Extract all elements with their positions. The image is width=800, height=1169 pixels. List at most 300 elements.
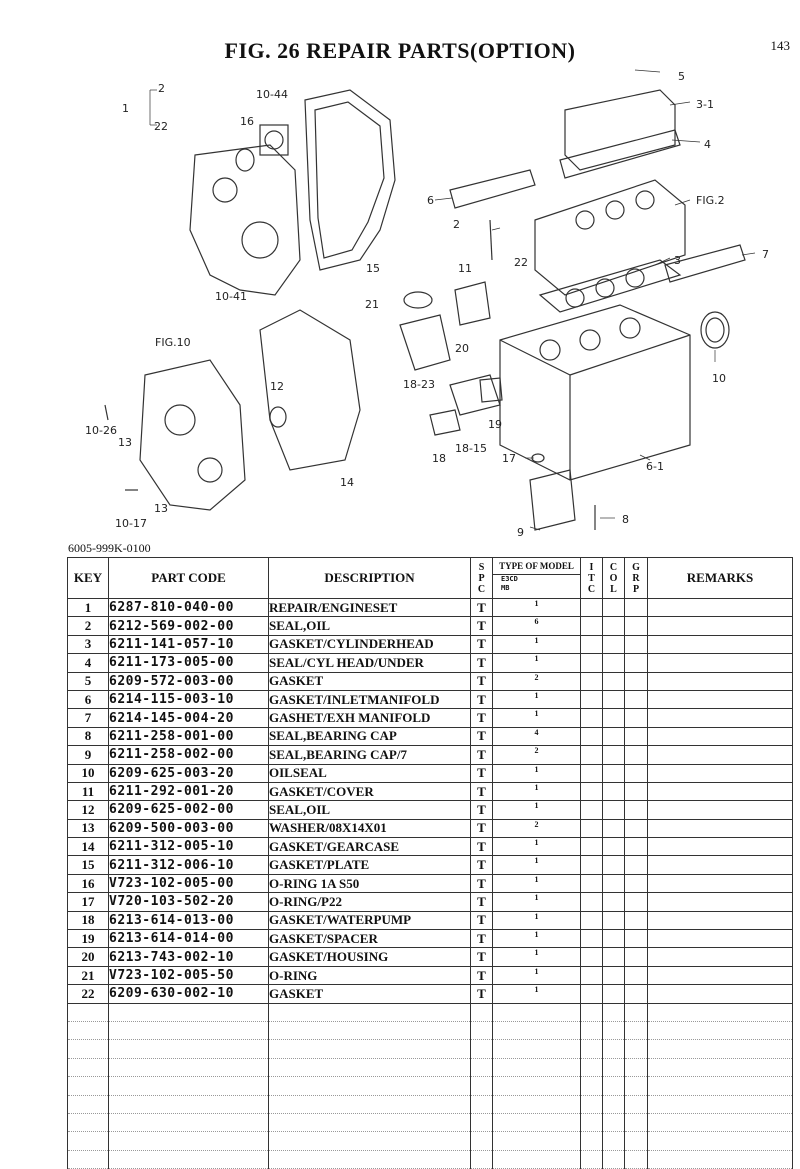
empty-cell <box>471 1095 493 1113</box>
row-key: 10 <box>68 764 109 782</box>
svg-text:2: 2 <box>158 82 165 95</box>
empty-cell <box>648 1095 793 1113</box>
row-quantity: 2 <box>493 672 581 690</box>
row-col <box>603 948 625 966</box>
empty-cell <box>68 1095 109 1113</box>
empty-cell <box>109 1021 269 1039</box>
row-remarks <box>648 654 793 672</box>
empty-cell <box>68 1021 109 1039</box>
svg-text:12: 12 <box>270 380 284 393</box>
row-itc <box>581 617 603 635</box>
svg-text:10-41: 10-41 <box>215 290 247 303</box>
row-key: 17 <box>68 893 109 911</box>
row-quantity: 1 <box>493 690 581 708</box>
empty-cell <box>648 1058 793 1076</box>
row-quantity: 1 <box>493 856 581 874</box>
header-grp: G R P <box>625 558 648 599</box>
svg-text:13: 13 <box>154 502 168 515</box>
row-grp <box>625 930 648 948</box>
row-description: SEAL,OIL <box>269 617 471 635</box>
row-itc <box>581 709 603 727</box>
row-description: GASKET/INLETMANIFOLD <box>269 690 471 708</box>
row-remarks <box>648 838 793 856</box>
row-description: GASHET/EXH MANIFOLD <box>269 709 471 727</box>
empty-cell <box>648 1040 793 1058</box>
row-description: OILSEAL <box>269 764 471 782</box>
empty-cell <box>581 1040 603 1058</box>
empty-cell <box>581 1003 603 1021</box>
empty-cell <box>648 1077 793 1095</box>
row-quantity: 2 <box>493 819 581 837</box>
empty-cell <box>493 1095 581 1113</box>
table-row <box>68 654 793 672</box>
exploded-parts-diagram <box>60 60 790 540</box>
table-row <box>68 617 793 635</box>
empty-cell <box>625 1150 648 1168</box>
row-spc: T <box>471 948 493 966</box>
empty-cell <box>625 1040 648 1058</box>
empty-table-row <box>68 1040 793 1058</box>
table-row <box>68 838 793 856</box>
empty-cell <box>625 1021 648 1039</box>
row-grp <box>625 690 648 708</box>
row-grp <box>625 838 648 856</box>
row-part-code: 6209-500-003-00 <box>109 819 269 837</box>
row-itc <box>581 727 603 745</box>
row-itc <box>581 599 603 617</box>
row-description: SEAL,BEARING CAP <box>269 727 471 745</box>
empty-cell <box>493 1058 581 1076</box>
row-key: 19 <box>68 930 109 948</box>
row-col <box>603 801 625 819</box>
row-key: 21 <box>68 966 109 984</box>
table-row <box>68 874 793 892</box>
row-quantity: 4 <box>493 727 581 745</box>
row-grp <box>625 727 648 745</box>
row-key: 6 <box>68 690 109 708</box>
row-key: 9 <box>68 746 109 764</box>
header-spc: S P C <box>471 558 493 599</box>
svg-text:1: 1 <box>122 102 129 115</box>
row-key: 16 <box>68 874 109 892</box>
diagram-reference-code: 6005-999K-0100 <box>68 541 151 555</box>
empty-cell <box>493 1077 581 1095</box>
svg-text:18-23: 18-23 <box>403 378 435 391</box>
row-key: 5 <box>68 672 109 690</box>
row-description: GASKET/CYLINDERHEAD <box>269 635 471 653</box>
row-itc <box>581 893 603 911</box>
row-quantity: 1 <box>493 966 581 984</box>
header-key: KEY <box>68 558 109 599</box>
svg-text:FIG.2: FIG.2 <box>696 194 725 207</box>
row-key: 11 <box>68 782 109 800</box>
row-col <box>603 672 625 690</box>
empty-cell <box>269 1095 471 1113</box>
row-grp <box>625 635 648 653</box>
svg-text:9: 9 <box>517 526 524 539</box>
row-quantity: 1 <box>493 635 581 653</box>
svg-text:21: 21 <box>365 298 379 311</box>
row-remarks <box>648 985 793 1003</box>
row-spc: T <box>471 874 493 892</box>
empty-cell <box>68 1077 109 1095</box>
row-grp <box>625 985 648 1003</box>
diagram-callouts <box>85 70 769 539</box>
row-itc <box>581 985 603 1003</box>
row-col <box>603 911 625 929</box>
empty-cell <box>603 1077 625 1095</box>
row-key: 13 <box>68 819 109 837</box>
svg-text:20: 20 <box>455 342 469 355</box>
row-spc: T <box>471 672 493 690</box>
svg-text:2: 2 <box>453 218 460 231</box>
row-description: O-RING <box>269 966 471 984</box>
empty-cell <box>493 1113 581 1131</box>
row-part-code: 6211-312-005-10 <box>109 838 269 856</box>
row-spc: T <box>471 985 493 1003</box>
row-quantity: 1 <box>493 985 581 1003</box>
row-quantity: 6 <box>493 617 581 635</box>
row-description: GASKET <box>269 985 471 1003</box>
table-row <box>68 599 793 617</box>
row-description: SEAL/CYL HEAD/UNDER <box>269 654 471 672</box>
row-quantity: 1 <box>493 874 581 892</box>
row-remarks <box>648 893 793 911</box>
row-key: 7 <box>68 709 109 727</box>
row-part-code: 6211-312-006-10 <box>109 856 269 874</box>
row-remarks <box>648 599 793 617</box>
row-col <box>603 893 625 911</box>
header-type-of-model: TYPE OF MODEL E3CD MB <box>493 558 581 599</box>
row-quantity: 1 <box>493 599 581 617</box>
row-remarks <box>648 930 793 948</box>
row-spc: T <box>471 893 493 911</box>
row-col <box>603 782 625 800</box>
empty-cell <box>68 1113 109 1131</box>
row-part-code: 6209-625-003-20 <box>109 764 269 782</box>
row-quantity: 2 <box>493 746 581 764</box>
table-row <box>68 672 793 690</box>
table-header-row <box>68 558 793 599</box>
row-remarks <box>648 911 793 929</box>
row-col <box>603 727 625 745</box>
row-remarks <box>648 856 793 874</box>
row-part-code: 6209-625-002-00 <box>109 801 269 819</box>
row-key: 3 <box>68 635 109 653</box>
row-part-code: 6211-292-001-20 <box>109 782 269 800</box>
svg-text:17: 17 <box>502 452 516 465</box>
row-part-code: 6213-614-013-00 <box>109 911 269 929</box>
empty-table-row <box>68 1150 793 1168</box>
row-grp <box>625 819 648 837</box>
row-key: 18 <box>68 911 109 929</box>
row-remarks <box>648 948 793 966</box>
row-description: REPAIR/ENGINESET <box>269 599 471 617</box>
row-part-code: 6211-258-002-00 <box>109 746 269 764</box>
svg-text:11: 11 <box>458 262 472 275</box>
row-col <box>603 690 625 708</box>
empty-cell <box>625 1077 648 1095</box>
row-col <box>603 838 625 856</box>
row-col <box>603 599 625 617</box>
row-grp <box>625 672 648 690</box>
row-itc <box>581 654 603 672</box>
row-col <box>603 874 625 892</box>
row-spc: T <box>471 856 493 874</box>
empty-table-row <box>68 1021 793 1039</box>
row-remarks <box>648 782 793 800</box>
row-spc: T <box>471 819 493 837</box>
row-itc <box>581 856 603 874</box>
row-itc <box>581 911 603 929</box>
row-description: SEAL,OIL <box>269 801 471 819</box>
row-part-code: V723-102-005-00 <box>109 874 269 892</box>
empty-cell <box>603 1113 625 1131</box>
empty-cell <box>269 1058 471 1076</box>
svg-text:22: 22 <box>514 256 528 269</box>
row-spc: T <box>471 617 493 635</box>
row-spc: T <box>471 911 493 929</box>
row-grp <box>625 746 648 764</box>
row-remarks <box>648 727 793 745</box>
empty-cell <box>581 1058 603 1076</box>
row-remarks <box>648 709 793 727</box>
empty-cell <box>603 1150 625 1168</box>
row-description: GASKET/HOUSING <box>269 948 471 966</box>
svg-text:19: 19 <box>488 418 502 431</box>
row-grp <box>625 801 648 819</box>
row-itc <box>581 874 603 892</box>
svg-text:7: 7 <box>762 248 769 261</box>
row-col <box>603 856 625 874</box>
row-key: 2 <box>68 617 109 635</box>
row-grp <box>625 893 648 911</box>
row-key: 14 <box>68 838 109 856</box>
row-quantity: 1 <box>493 911 581 929</box>
svg-text:18: 18 <box>432 452 446 465</box>
svg-text:6-1: 6-1 <box>646 460 664 473</box>
row-quantity: 1 <box>493 838 581 856</box>
empty-cell <box>269 1132 471 1150</box>
header-itc: I T C <box>581 558 603 599</box>
row-grp <box>625 911 648 929</box>
row-quantity: 1 <box>493 764 581 782</box>
empty-table-row <box>68 1077 793 1095</box>
row-spc: T <box>471 801 493 819</box>
svg-text:6: 6 <box>427 194 434 207</box>
row-grp <box>625 654 648 672</box>
svg-text:10-44: 10-44 <box>256 88 288 101</box>
empty-cell <box>581 1113 603 1131</box>
row-spc: T <box>471 930 493 948</box>
empty-cell <box>109 1113 269 1131</box>
empty-cell <box>648 1132 793 1150</box>
svg-text:5: 5 <box>678 70 685 83</box>
row-itc <box>581 801 603 819</box>
table-row <box>68 764 793 782</box>
empty-cell <box>68 1040 109 1058</box>
empty-cell <box>581 1150 603 1168</box>
svg-text:13: 13 <box>118 436 132 449</box>
row-spc: T <box>471 727 493 745</box>
row-itc <box>581 746 603 764</box>
empty-cell <box>269 1150 471 1168</box>
empty-cell <box>269 1077 471 1095</box>
row-remarks <box>648 690 793 708</box>
table-row <box>68 727 793 745</box>
empty-cell <box>471 1058 493 1076</box>
row-spc: T <box>471 764 493 782</box>
row-quantity: 1 <box>493 801 581 819</box>
empty-cell <box>603 1132 625 1150</box>
empty-cell <box>493 1003 581 1021</box>
row-col <box>603 709 625 727</box>
row-remarks <box>648 801 793 819</box>
row-quantity: 1 <box>493 893 581 911</box>
row-spc: T <box>471 690 493 708</box>
row-part-code: 6211-258-001-00 <box>109 727 269 745</box>
empty-cell <box>648 1150 793 1168</box>
empty-cell <box>471 1132 493 1150</box>
header-remarks: REMARKS <box>648 558 793 599</box>
row-col <box>603 930 625 948</box>
row-part-code: 6214-115-003-10 <box>109 690 269 708</box>
empty-cell <box>109 1058 269 1076</box>
row-col <box>603 617 625 635</box>
row-spc: T <box>471 782 493 800</box>
table-row <box>68 985 793 1003</box>
row-grp <box>625 617 648 635</box>
empty-cell <box>109 1095 269 1113</box>
row-description: GASKET/GEARCASE <box>269 838 471 856</box>
parts-table-body <box>68 599 793 1169</box>
row-quantity: 1 <box>493 782 581 800</box>
row-itc <box>581 930 603 948</box>
empty-cell <box>471 1150 493 1168</box>
row-grp <box>625 782 648 800</box>
empty-cell <box>603 1040 625 1058</box>
empty-cell <box>581 1077 603 1095</box>
row-remarks <box>648 746 793 764</box>
row-itc <box>581 948 603 966</box>
row-quantity: 1 <box>493 709 581 727</box>
svg-text:8: 8 <box>622 513 629 526</box>
parts-table <box>67 557 793 1169</box>
row-itc <box>581 782 603 800</box>
empty-cell <box>471 1040 493 1058</box>
row-key: 1 <box>68 599 109 617</box>
empty-cell <box>603 1003 625 1021</box>
empty-cell <box>109 1132 269 1150</box>
row-itc <box>581 966 603 984</box>
empty-table-row <box>68 1095 793 1113</box>
empty-cell <box>603 1058 625 1076</box>
row-col <box>603 764 625 782</box>
row-remarks <box>648 672 793 690</box>
row-col <box>603 966 625 984</box>
empty-cell <box>471 1003 493 1021</box>
row-grp <box>625 764 648 782</box>
empty-cell <box>68 1058 109 1076</box>
empty-cell <box>109 1077 269 1095</box>
row-grp <box>625 966 648 984</box>
empty-table-row <box>68 1058 793 1076</box>
row-col <box>603 819 625 837</box>
row-grp <box>625 948 648 966</box>
row-key: 20 <box>68 948 109 966</box>
empty-cell <box>269 1021 471 1039</box>
empty-cell <box>269 1113 471 1131</box>
svg-text:15: 15 <box>366 262 380 275</box>
empty-cell <box>648 1113 793 1131</box>
empty-cell <box>109 1150 269 1168</box>
row-description: GASKET/SPACER <box>269 930 471 948</box>
empty-cell <box>471 1077 493 1095</box>
svg-text:4: 4 <box>704 138 711 151</box>
row-part-code: 6209-630-002-10 <box>109 985 269 1003</box>
row-spc: T <box>471 599 493 617</box>
engine-diagram-svg <box>60 60 790 540</box>
empty-cell <box>109 1040 269 1058</box>
row-key: 22 <box>68 985 109 1003</box>
row-remarks <box>648 819 793 837</box>
empty-cell <box>68 1132 109 1150</box>
row-remarks <box>648 874 793 892</box>
row-remarks <box>648 617 793 635</box>
empty-cell <box>648 1003 793 1021</box>
table-row <box>68 746 793 764</box>
row-part-code: 6214-145-004-20 <box>109 709 269 727</box>
row-itc <box>581 764 603 782</box>
row-spc: T <box>471 654 493 672</box>
empty-cell <box>603 1095 625 1113</box>
empty-cell <box>493 1150 581 1168</box>
empty-cell <box>493 1040 581 1058</box>
page-number: 143 <box>770 38 790 53</box>
empty-cell <box>269 1003 471 1021</box>
row-itc <box>581 635 603 653</box>
empty-cell <box>625 1058 648 1076</box>
header-description: DESCRIPTION <box>269 558 471 599</box>
row-description: WASHER/08X14X01 <box>269 819 471 837</box>
row-description: GASKET/PLATE <box>269 856 471 874</box>
row-col <box>603 635 625 653</box>
table-row <box>68 782 793 800</box>
empty-cell <box>109 1003 269 1021</box>
empty-cell <box>581 1021 603 1039</box>
row-col <box>603 985 625 1003</box>
table-row <box>68 635 793 653</box>
table-row <box>68 690 793 708</box>
row-grp <box>625 856 648 874</box>
svg-text:16: 16 <box>240 115 254 128</box>
row-col <box>603 654 625 672</box>
row-remarks <box>648 966 793 984</box>
table-row <box>68 709 793 727</box>
row-itc <box>581 819 603 837</box>
svg-text:22: 22 <box>154 120 168 133</box>
row-remarks <box>648 764 793 782</box>
svg-text:3-1: 3-1 <box>696 98 714 111</box>
row-part-code: 6212-569-002-00 <box>109 617 269 635</box>
table-row <box>68 856 793 874</box>
table-row <box>68 893 793 911</box>
row-part-code: 6209-572-003-00 <box>109 672 269 690</box>
row-key: 15 <box>68 856 109 874</box>
row-key: 8 <box>68 727 109 745</box>
row-key: 4 <box>68 654 109 672</box>
empty-cell <box>493 1021 581 1039</box>
